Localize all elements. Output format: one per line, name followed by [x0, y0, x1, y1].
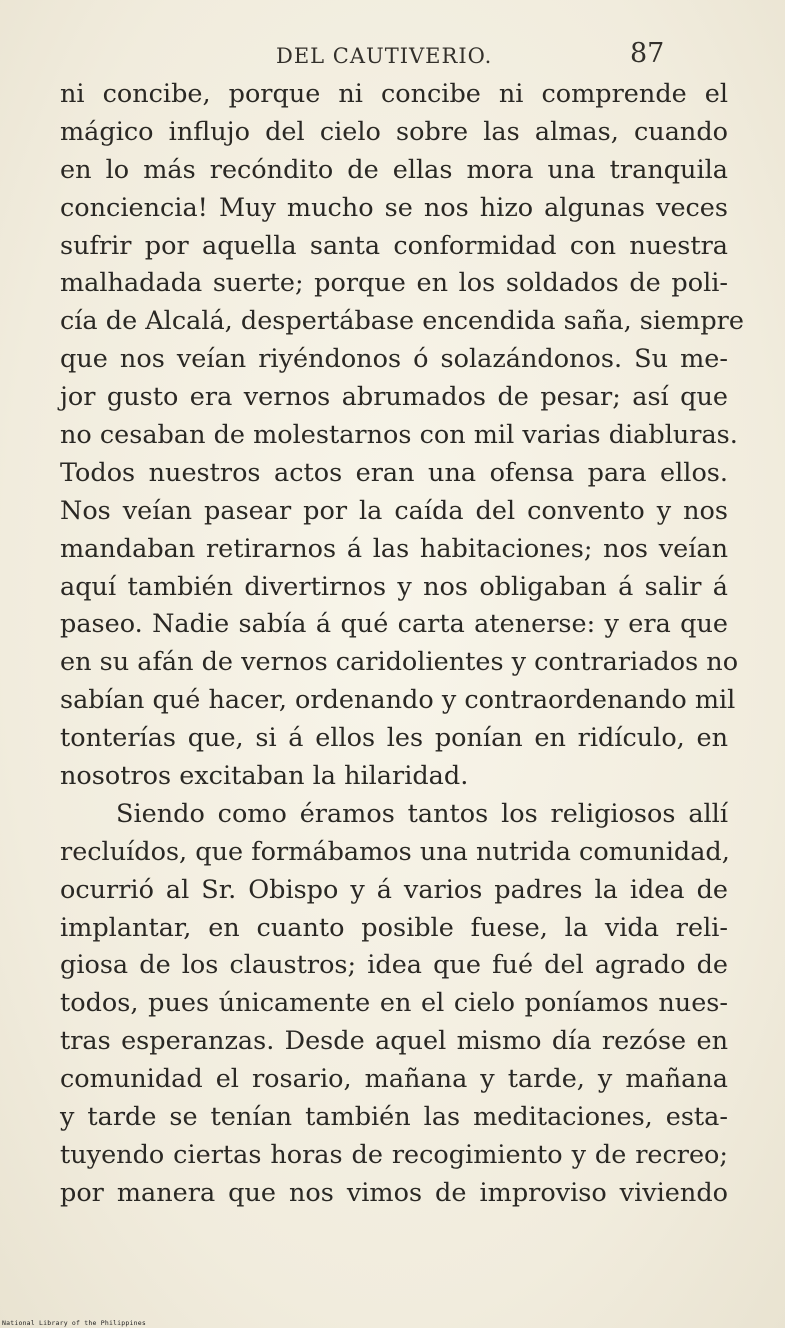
- text-line: que nos veían riyéndonos ó solazándonos. Su me-: [60, 344, 728, 375]
- page-number: 87: [630, 38, 665, 69]
- text-line: no cesaban de molestarnos con mil varias diabluras.: [60, 420, 738, 451]
- text-line: paseo. Nadie sabía á qué carta atenerse: y era que: [60, 609, 728, 640]
- body-text: [60, 76, 744, 1213]
- text-line: tras esperanzas. Desde aquel mismo día rezóse en: [60, 1026, 728, 1057]
- text-line: y tarde se tenían también las meditaciones, esta-: [60, 1102, 728, 1133]
- text-line: implantar, en cuanto posible fuese, la vida reli-: [60, 912, 728, 943]
- paragraph-end-line: nosotros excitaban la hilaridad.: [60, 761, 469, 792]
- text-line: conciencia! Muy mucho se nos hizo algunas veces: [60, 192, 728, 223]
- text-line: tuyendo ciertas horas de recogimiento y de recreo;: [60, 1139, 728, 1170]
- text-line: giosa de los claustros; idea que fué del agrado de: [60, 950, 728, 981]
- text-line: jor gusto era vernos abrumados de pesar; así que: [60, 382, 728, 413]
- text-line: tonterías que, si á ellos les ponían en ridículo, en: [60, 723, 728, 754]
- text-line: en su afán de vernos caridolientes y contrariados no: [60, 647, 739, 678]
- text-line: ocurrió al Sr. Obispo y á varios padres la idea de: [60, 874, 728, 905]
- text-line: aquí también divertirnos y nos obligaban á salir á: [60, 571, 728, 602]
- text-line: por manera que nos vimos de improviso viviendo: [60, 1177, 728, 1208]
- text-line: ni concibe, porque ni concibe ni comprende el: [60, 79, 728, 109]
- text-line: en lo más recóndito de ellas mora una tranquila: [60, 154, 728, 185]
- text-line: recluídos, que formábamos una nutrida comunidad,: [60, 836, 730, 867]
- text-line: Todos nuestros actos eran una ofensa para ellos.: [60, 457, 728, 488]
- text-line: malhadada suerte; porque en los soldados de poli-: [60, 268, 728, 299]
- library-credit: National Library of the Philippines: [2, 1319, 146, 1327]
- running-title: DEL CAUTIVERIO.: [276, 44, 493, 68]
- paragraph-first-line: Siendo como éramos tantos los religiosos allí: [116, 798, 728, 829]
- text-line: sufrir por aquella santa conformidad con nuestra: [60, 230, 728, 261]
- text-line: todos, pues únicamente en el cielo poníamos nues-: [60, 988, 728, 1019]
- text-line: sabían qué hacer, ordenando y contraordenando mil: [60, 685, 736, 716]
- text-line: cía de Alcalá, despertábase encendida saña, siempre: [60, 306, 744, 337]
- text-line: Nos veían pasear por la caída del convento y nos: [60, 495, 728, 526]
- text-line: comunidad el rosario, mañana y tarde, y mañana: [60, 1064, 728, 1095]
- text-line: mágico influjo del cielo sobre las almas, cuando: [60, 116, 728, 147]
- text-line: mandaban retirarnos á las habitaciones; nos veían: [60, 533, 728, 564]
